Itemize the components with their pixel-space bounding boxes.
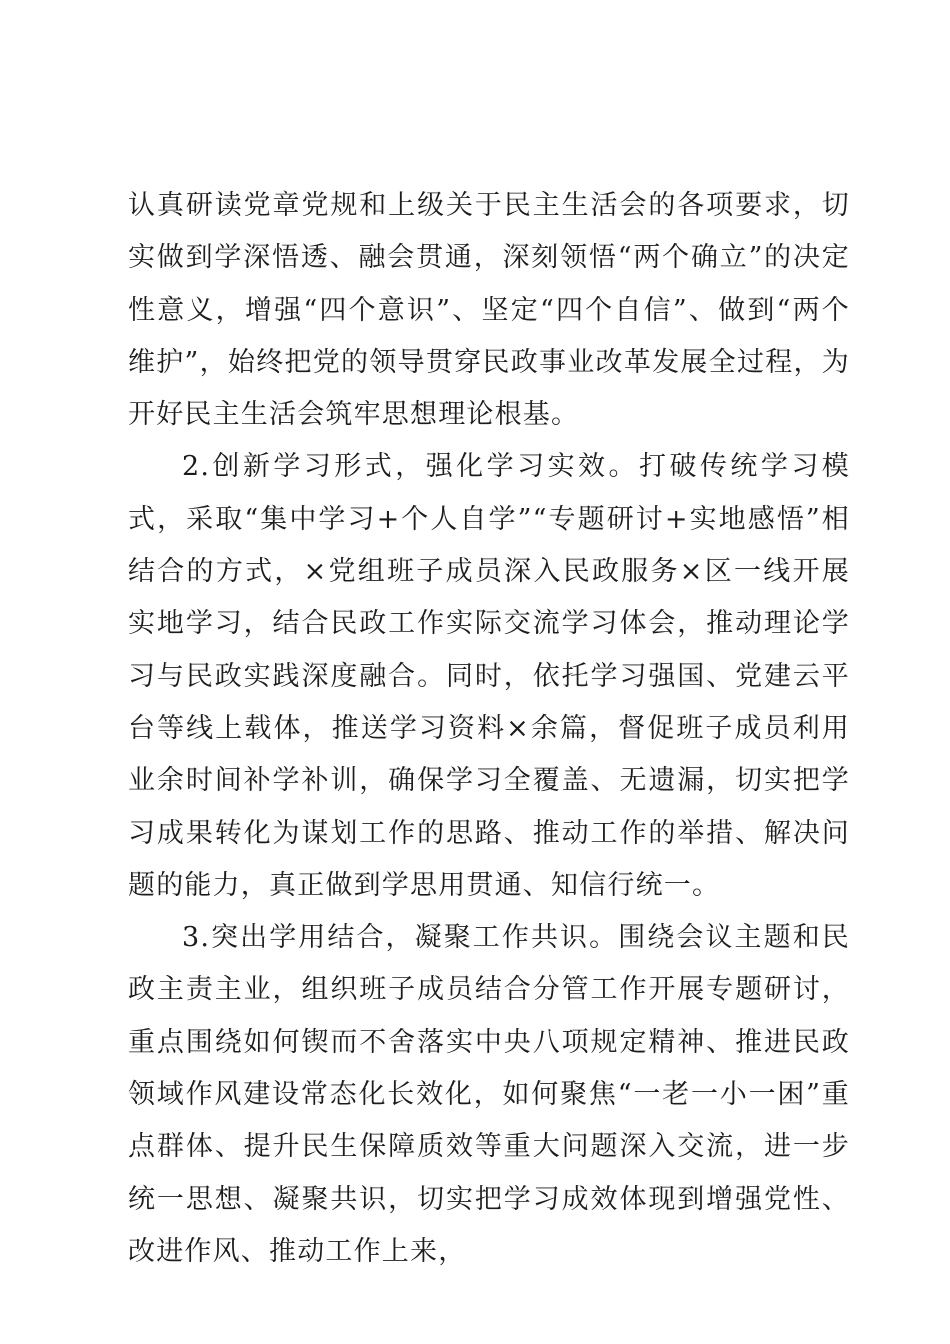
paragraph-item-2: 2.创新学习形式，强化学习实效。打破传统学习模式，采取“集中学习+个人自学”“专题研讨+实地感悟”相结合的方式，×党组班子成员深入民政服务×区一线开展实地学习，结合民政工作实际交流学习体会，推动理论学习与民政实践深度融合。同时，依托学习强国、党建云平台等线上载体，推送学习资料×余篇，督促班子成员利用业余时间补学补训，确保学习全覆盖、无遗漏，切实把学习成果转化为谋划工作的思路、推动工作的举措、解决问题的能力，真正做到学思用贯通、知信行统一。 <box>128 451 850 901</box>
paragraph-continuation: 认真研读党章党规和上级关于民主生活会的各项要求，切实做到学深悟透、融会贯通，深刻领悟“两个确立”的决定性意义，增强“四个意识”、坚定“四个自信”、做到“两个维护”，始终把党的领导贯穿民政事业改革发展全过程，为开好民主生活会筑牢思想理论根基。 <box>128 190 850 431</box>
document-body <box>128 180 850 1278</box>
paragraph-item-3: 3.突出学用结合，凝聚工作共识。围绕会议主题和民政主责主业，组织班子成员结合分管工作开展专题研讨，重点围绕如何锲而不舍落实中央八项规定精神、推进民政领域作风建设常态化长效化，如何聚焦“一老一小一困”重点群体、提升民生保障质效等重大问题深入交流，进一步统一思想、凝聚共识，切实把学习成效体现到增强党性、改进作风、推动工作上来， <box>128 922 850 1267</box>
